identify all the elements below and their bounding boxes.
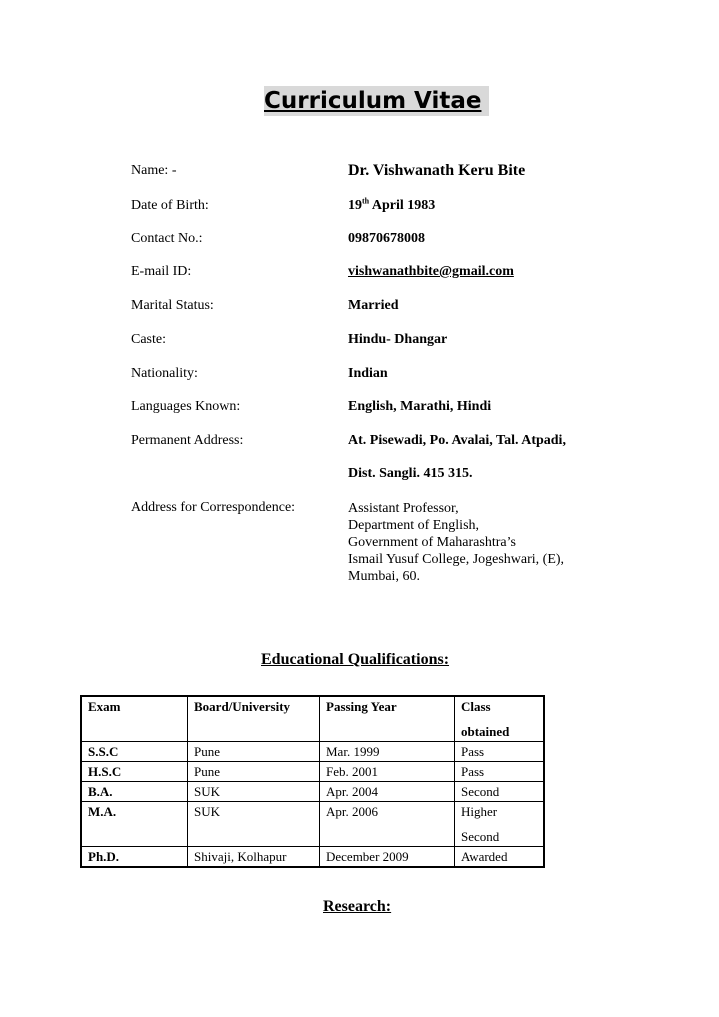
row-exam: H.S.C <box>81 762 188 782</box>
header-class <box>455 696 545 742</box>
dob-label: Date of Birth: <box>131 198 209 213</box>
table-row <box>81 847 544 868</box>
correspondence-address-label: Address for Correspondence: <box>131 500 296 515</box>
email-link[interactable]: vishwanathbite@gmail.com <box>348 264 514 279</box>
languages-value: English, Marathi, Hindi <box>348 399 492 414</box>
caste-value: Hindu- Dhangar <box>348 332 448 347</box>
correspondence-line: Department of English, <box>348 518 480 533</box>
languages-label: Languages Known: <box>131 399 241 414</box>
dob-value <box>348 198 435 214</box>
education-table <box>80 695 545 868</box>
row-year: December 2009 <box>320 847 455 868</box>
marital-label: Marital Status: <box>131 298 214 313</box>
row-year: Apr. 2006 <box>320 802 455 847</box>
marital-value: Married <box>348 298 399 313</box>
correspondence-address <box>348 500 564 585</box>
header-year: Passing Year <box>320 696 455 742</box>
caste-label: Caste: <box>131 332 166 347</box>
row-class <box>455 802 545 847</box>
correspondence-line: Government of Maharashtra’s <box>348 535 516 550</box>
row-board: SUK <box>188 802 320 847</box>
row-exam: Ph.D. <box>81 847 188 868</box>
row-exam: S.S.C <box>81 742 188 762</box>
row-exam: M.A. <box>81 802 188 847</box>
dob-day: 19 <box>348 198 362 213</box>
header-class-line2: obtained <box>461 724 510 739</box>
row-board: SUK <box>188 782 320 802</box>
table-row <box>81 782 544 802</box>
nationality-value: Indian <box>348 366 388 381</box>
permanent-address-label: Permanent Address: <box>131 433 244 448</box>
email-label: E-mail ID: <box>131 264 192 279</box>
contact-label: Contact No.: <box>131 231 203 246</box>
row-class-line1: Higher <box>461 804 498 819</box>
education-heading: Educational Qualifications: <box>261 651 450 668</box>
permanent-address-line2: Dist. Sangli. 415 315. <box>348 466 473 481</box>
row-class: Pass <box>455 762 545 782</box>
table-row <box>81 742 544 762</box>
row-exam: B.A. <box>81 782 188 802</box>
header-board: Board/University <box>188 696 320 742</box>
table-row <box>81 762 544 782</box>
header-class-line1: Class <box>461 699 491 714</box>
row-year: Apr. 2004 <box>320 782 455 802</box>
permanent-address-line1: At. Pisewadi, Po. Avalai, Tal. Atpadi, <box>348 433 566 448</box>
row-class-line2: Second <box>461 829 500 844</box>
table-row <box>81 802 544 847</box>
nationality-label: Nationality: <box>131 366 198 381</box>
correspondence-line: Ismail Yusuf College, Jogeshwari, (E), <box>348 552 565 567</box>
dob-rest: April 1983 <box>369 198 436 213</box>
document-title: Curriculum Vitae <box>264 86 489 116</box>
research-heading: Research: <box>323 898 392 915</box>
contact-value: 09870678008 <box>348 231 425 246</box>
row-year: Feb. 2001 <box>320 762 455 782</box>
row-class: Awarded <box>455 847 545 868</box>
row-board: Pune <box>188 762 320 782</box>
row-board: Shivaji, Kolhapur <box>188 847 320 868</box>
row-class: Second <box>455 782 545 802</box>
name-label: Name: - <box>131 163 177 178</box>
table-header-row <box>81 696 544 742</box>
row-class: Pass <box>455 742 545 762</box>
header-exam: Exam <box>81 696 188 742</box>
correspondence-line: Mumbai, 60. <box>348 569 420 584</box>
name-value: Dr. Vishwanath Keru Bite <box>348 162 526 179</box>
row-board: Pune <box>188 742 320 762</box>
row-year: Mar. 1999 <box>320 742 455 762</box>
correspondence-line: Assistant Professor, <box>348 501 459 516</box>
dob-suffix: th <box>362 196 370 206</box>
